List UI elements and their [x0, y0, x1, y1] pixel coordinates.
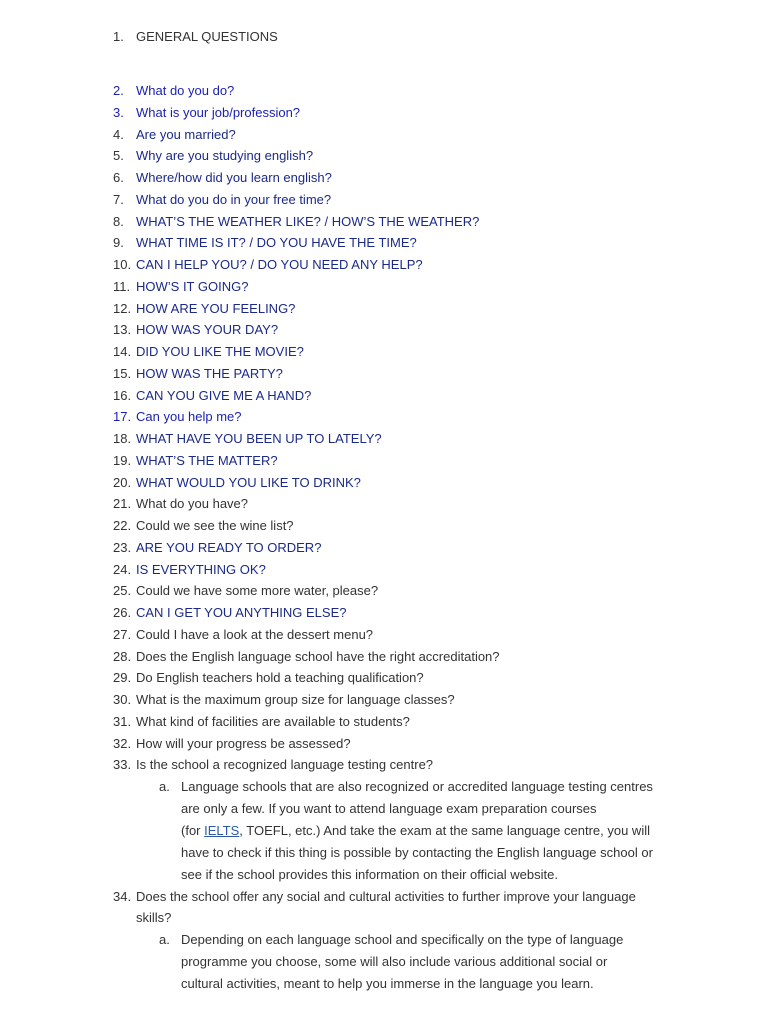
item-text: Does the school offer any social and cultural activities to further improve your language: [136, 889, 636, 904]
item-number: 15.: [113, 366, 132, 381]
item-number: 25.: [113, 583, 132, 598]
item-text: HOW ARE YOU FEELING?: [136, 301, 296, 316]
item-number: 4.: [113, 127, 124, 142]
sub-text: programme you choose, some will also include various additional social or: [181, 954, 608, 969]
sub-text: cultural activities, meant to help you immerse in the language you learn.: [181, 976, 594, 991]
item-text: Could we have some more water, please?: [136, 583, 379, 598]
item-text: What do you do in your free time?: [136, 192, 332, 207]
item-number: 17.: [113, 409, 132, 424]
item-number: 16.: [113, 388, 132, 403]
sub-text: are only a few. If you want to attend language exam preparation courses: [181, 801, 597, 816]
item-text: Can you help me?: [136, 409, 242, 424]
item-text: Where/how did you learn english?: [136, 170, 332, 185]
item-number: 31.: [113, 714, 132, 729]
item-text: HOW’S IT GOING?: [136, 279, 249, 294]
item-number: 30.: [113, 692, 132, 707]
item-number: 27.: [113, 627, 132, 642]
item-number: 33.: [113, 757, 132, 772]
item-text: Are you married?: [136, 127, 236, 142]
sub-text-with-link: [181, 821, 650, 841]
item-text: CAN I GET YOU ANYTHING ELSE?: [136, 605, 347, 620]
item-text: WHAT WOULD YOU LIKE TO DRINK?: [136, 475, 361, 490]
item-number: 7.: [113, 192, 124, 207]
item-number: 20.: [113, 475, 132, 490]
item-number: 28.: [113, 649, 132, 664]
item-text: WHAT’S THE WEATHER LIKE? / HOW’S THE WEATHER?: [136, 214, 480, 229]
item-number: 9.: [113, 235, 124, 250]
item-text: GENERAL QUESTIONS: [136, 29, 278, 44]
item-number: 8.: [113, 214, 124, 229]
item-text: Could we see the wine list?: [136, 518, 294, 533]
item-number: 11.: [113, 279, 131, 294]
item-number: 22.: [113, 518, 132, 533]
item-number: 19.: [113, 453, 132, 468]
sub-letter: a.: [159, 932, 170, 947]
sub-text: (for: [181, 823, 205, 838]
sub-letter: a.: [159, 779, 170, 794]
item-text: Do English teachers hold a teaching qualification?: [136, 670, 424, 685]
item-text: What is the maximum group size for language classes?: [136, 692, 455, 707]
item-text: Could I have a look at the dessert menu?: [136, 627, 374, 642]
item-text: What do you do?: [136, 83, 235, 98]
sub-text: Language schools that are also recognized or accredited language testing centres: [181, 779, 653, 794]
sub-text: have to check if this thing is possible by contacting the English language school or: [181, 845, 653, 860]
item-text: How will your progress be assessed?: [136, 736, 351, 751]
item-text: DID YOU LIKE THE MOVIE?: [136, 344, 304, 359]
item-text: What is your job/profession?: [136, 105, 301, 120]
item-number: 34.: [113, 889, 132, 904]
item-number: 18.: [113, 431, 132, 446]
item-number: 21.: [113, 496, 132, 511]
item-number: 2.: [113, 83, 124, 98]
item-text: ARE YOU READY TO ORDER?: [136, 540, 322, 555]
item-number: 24.: [113, 562, 132, 577]
sub-text: , TOEFL, etc.) And take the exam at the same language centre, you will: [239, 823, 650, 838]
item-number: 12.: [113, 301, 132, 316]
ielts-link[interactable]: IELTS: [204, 823, 240, 838]
item-text: WHAT HAVE YOU BEEN UP TO LATELY?: [136, 431, 382, 446]
item-text: Why are you studying english?: [136, 148, 314, 163]
item-text: WHAT TIME IS IT? / DO YOU HAVE THE TIME?: [136, 235, 417, 250]
item-number: 3.: [113, 105, 124, 120]
item-text: skills?: [136, 910, 172, 925]
item-text: Does the English language school have the right accreditation?: [136, 649, 500, 664]
item-number: 32.: [113, 736, 132, 751]
item-number: 6.: [113, 170, 124, 185]
item-text: Is the school a recognized language testing centre?: [136, 757, 434, 772]
sub-text: see if the school provides this information on their official website.: [181, 867, 558, 882]
item-number: 23.: [113, 540, 132, 555]
item-text: CAN I HELP YOU? / DO YOU NEED ANY HELP?: [136, 257, 423, 272]
item-number: 26.: [113, 605, 132, 620]
item-text: WHAT’S THE MATTER?: [136, 453, 278, 468]
item-text: CAN YOU GIVE ME A HAND?: [136, 388, 312, 403]
item-number: 14.: [113, 344, 132, 359]
item-text: HOW WAS YOUR DAY?: [136, 322, 279, 337]
item-number: 1.: [113, 29, 124, 44]
item-text: What do you have?: [136, 496, 249, 511]
item-text: What kind of facilities are available to students?: [136, 714, 410, 729]
item-number: 10.: [113, 257, 132, 272]
item-number: 29.: [113, 670, 132, 685]
item-number: 5.: [113, 148, 124, 163]
item-text: IS EVERYTHING OK?: [136, 562, 266, 577]
item-number: 13.: [113, 322, 132, 337]
item-text: HOW WAS THE PARTY?: [136, 366, 283, 381]
sub-text: Depending on each language school and specifically on the type of language: [181, 932, 624, 947]
